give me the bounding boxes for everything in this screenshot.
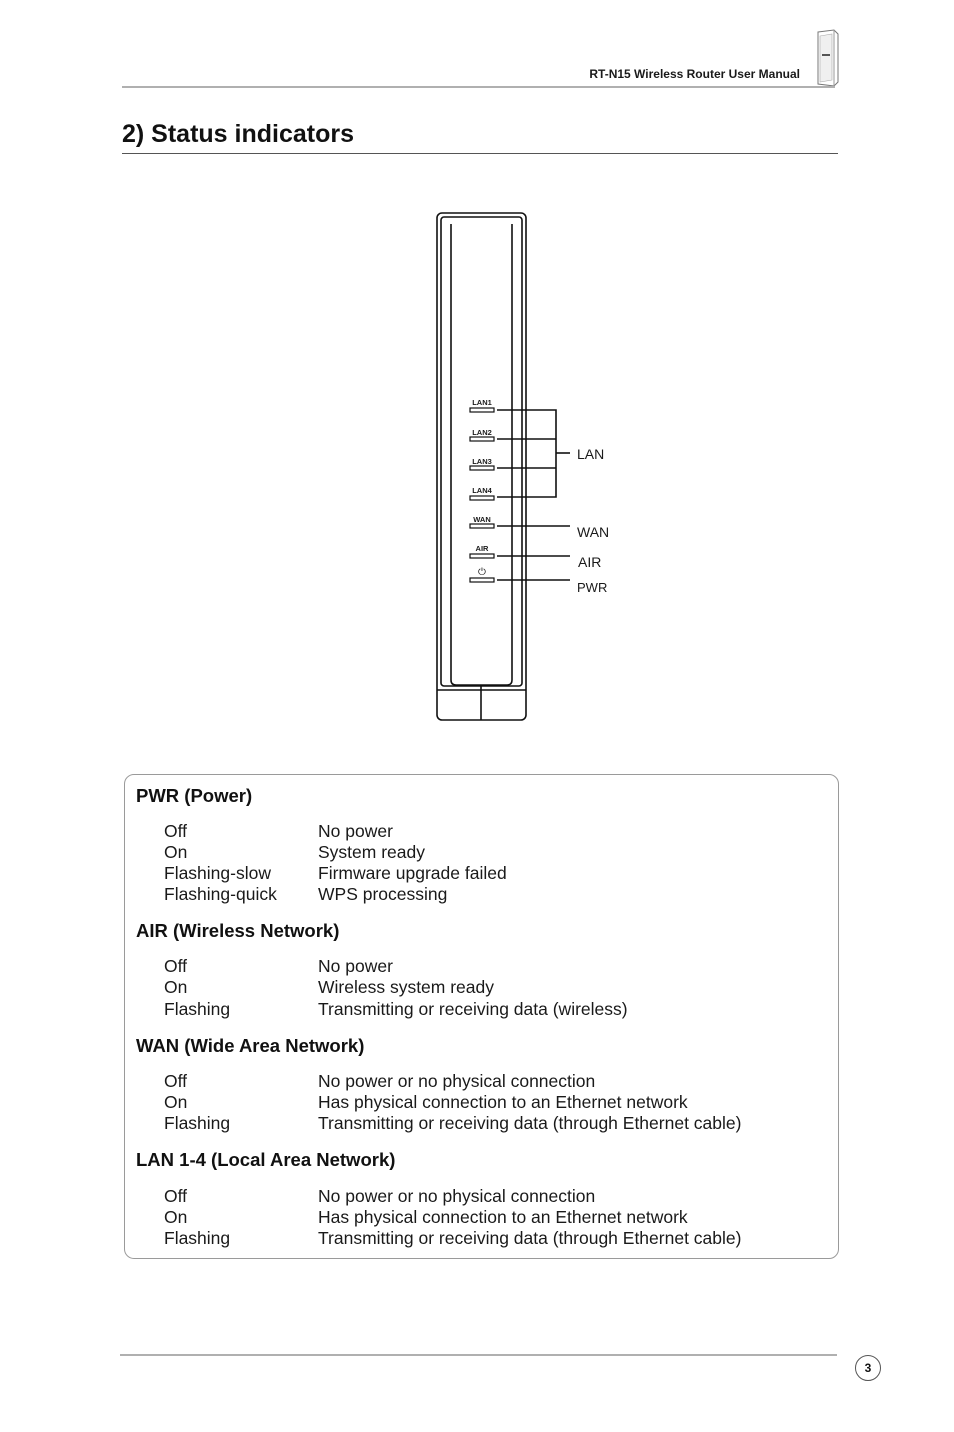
state-label: Flashing	[164, 1228, 231, 1248]
led-label-air: AIR	[475, 544, 489, 553]
state-description: No power or no physical connection	[318, 1071, 596, 1091]
state-label: Flashing	[164, 999, 231, 1019]
led-air	[470, 554, 494, 558]
table-row	[0, 1071, 954, 1092]
table-row	[0, 1113, 954, 1134]
table-row	[0, 1207, 954, 1228]
state-description: Transmitting or receiving data (through Ethernet cable)	[318, 1113, 742, 1133]
state-description: Has physical connection to an Ethernet network	[318, 1207, 688, 1227]
callout-lan: LAN	[577, 446, 605, 462]
state-description: System ready	[318, 842, 425, 862]
group-title-pwr: PWR (Power)	[136, 785, 253, 806]
table-row	[0, 863, 954, 884]
table-row	[0, 1228, 954, 1249]
state-label: Off	[164, 1186, 188, 1206]
led-lan3	[470, 466, 494, 470]
group-title-air: AIR (Wireless Network)	[136, 920, 340, 941]
state-description: Transmitting or receiving data (wireless)	[318, 999, 628, 1019]
state-label: On	[164, 1207, 188, 1227]
table-row	[0, 999, 954, 1020]
table-row	[0, 821, 954, 842]
state-description: WPS processing	[318, 884, 448, 904]
state-label: Flashing-slow	[164, 863, 271, 883]
table-row	[0, 1092, 954, 1113]
footer-rule	[120, 1354, 837, 1356]
led-pwr	[470, 578, 494, 582]
led-lan4	[470, 496, 494, 500]
state-description: Transmitting or receiving data (through Ethernet cable)	[318, 1228, 742, 1248]
table-row	[0, 977, 954, 998]
led-label-wan: WAN	[473, 515, 491, 524]
led-lan2	[470, 437, 494, 441]
state-description: No power or no physical connection	[318, 1186, 596, 1206]
led-label-lan3: LAN3	[472, 457, 492, 466]
led-label-lan1: LAN1	[472, 398, 492, 407]
led-label-lan2: LAN2	[472, 428, 492, 437]
state-description: No power	[318, 956, 393, 976]
state-label: Off	[164, 821, 188, 841]
state-description: No power	[318, 821, 393, 841]
group-title-lan: LAN 1-4 (Local Area Network)	[136, 1149, 396, 1170]
table-row	[0, 956, 954, 977]
state-description: Has physical connection to an Ethernet network	[318, 1092, 688, 1112]
state-label: Flashing	[164, 1113, 231, 1133]
state-label: Flashing-quick	[164, 884, 277, 904]
state-description: Firmware upgrade failed	[318, 863, 507, 883]
led-label-lan4: LAN4	[472, 486, 492, 495]
callout-air: AIR	[578, 554, 602, 570]
table-row	[0, 884, 954, 905]
section-title: 2) Status indicators	[122, 120, 354, 148]
state-label: On	[164, 977, 188, 997]
led-wan	[470, 524, 494, 528]
state-label: Off	[164, 956, 188, 976]
page-number: 3	[855, 1355, 881, 1381]
callout-pwr: PWR	[577, 580, 608, 595]
power-icon: ⏻	[478, 567, 486, 578]
table-row	[0, 842, 954, 863]
state-label: On	[164, 842, 188, 862]
manual-title: RT-N15 Wireless Router User Manual	[589, 67, 800, 81]
state-description: Wireless system ready	[318, 977, 495, 997]
led-lan1	[470, 408, 494, 412]
callout-wan: WAN	[577, 524, 610, 540]
table-row	[0, 1186, 954, 1207]
group-title-wan: WAN (Wide Area Network)	[136, 1035, 365, 1056]
state-label: On	[164, 1092, 188, 1112]
state-label: Off	[164, 1071, 188, 1091]
